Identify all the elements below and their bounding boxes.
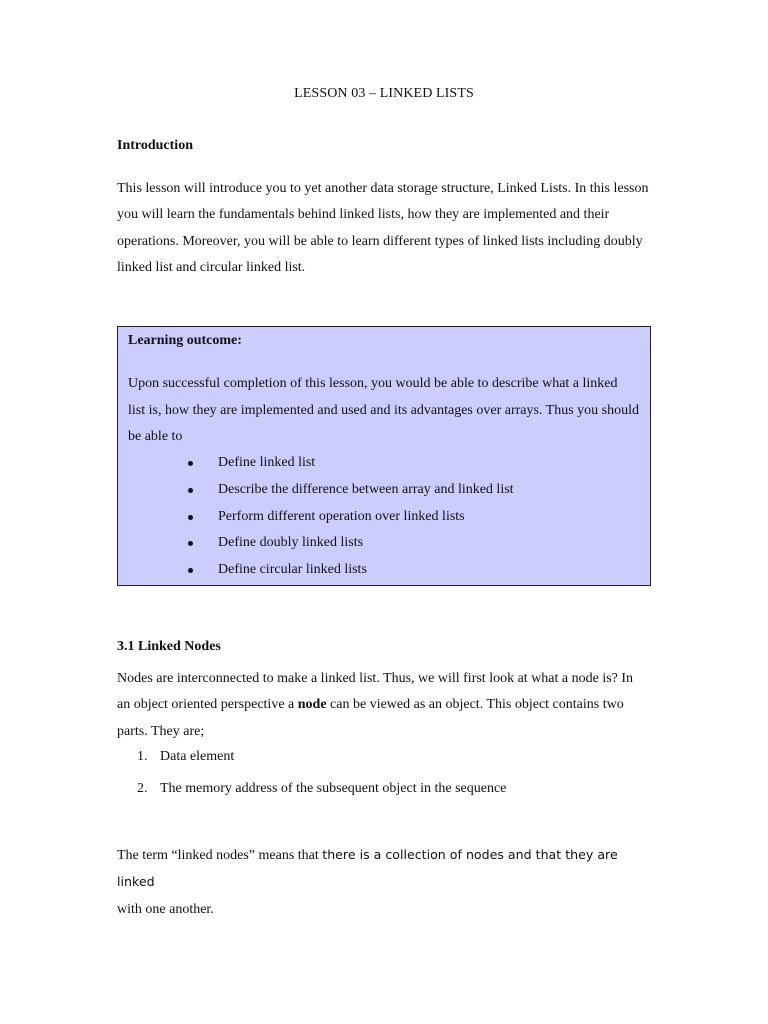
item-text: Data element xyxy=(160,749,235,764)
learning-outcome-bullet-list xyxy=(184,450,514,584)
bullet-item xyxy=(184,477,514,504)
bullet-icon xyxy=(188,461,193,466)
section-line: parts. They are; xyxy=(117,723,205,739)
numbered-list xyxy=(137,749,506,797)
learning-outcome-line: be able to xyxy=(128,429,183,444)
introduction-line: This lesson will introduce you to yet another data storage structure, Linked Lists. In this lesson xyxy=(117,181,649,196)
bullet-icon xyxy=(188,568,193,573)
term-line-sans: there is a collection of nodes and that they are linked xyxy=(117,847,618,890)
section-line-text: can be viewed as an object. This object contains two xyxy=(326,697,624,713)
introduction-heading: Introduction xyxy=(117,138,193,153)
bullet-item xyxy=(184,557,514,584)
learning-outcome-line: list is, how they are implemented and used and its advantages over arrays. Thus you should xyxy=(128,402,640,418)
bullet-item xyxy=(184,530,514,557)
term-line-serif: The term “linked nodes” means that xyxy=(117,848,323,863)
bullet-icon xyxy=(188,488,193,493)
bullet-icon xyxy=(188,515,193,520)
bullet-text: Define doubly linked lists xyxy=(218,535,364,551)
learning-outcome-box xyxy=(117,326,651,586)
bullet-text: Define circular linked lists xyxy=(218,562,367,578)
introduction-line: you will learn the fundamentals behind linked lists, how they are implemented and their xyxy=(117,207,610,223)
introduction-paragraph xyxy=(117,176,651,281)
item-text: The memory address of the subsequent object in the sequence xyxy=(160,781,507,796)
item-number: 1. xyxy=(137,749,148,764)
numbered-item xyxy=(137,749,506,781)
item-number: 2. xyxy=(137,781,148,796)
node-term: node xyxy=(297,697,327,713)
section-line: Nodes are interconnected to make a linked list. Thus, we will first look at what a node is? In xyxy=(117,671,634,686)
numbered-item xyxy=(137,781,506,797)
bullet-icon xyxy=(188,541,193,546)
learning-outcome-heading: Learning outcome: xyxy=(128,333,242,348)
bullet-text: Describe the difference between array and linked list xyxy=(218,481,514,497)
introduction-line: operations. Moreover, you will be able to learn different types of linked lists including doubly xyxy=(117,233,643,249)
term-line xyxy=(117,842,657,897)
term-line: with one another. xyxy=(117,901,214,917)
section-3-1-paragraph xyxy=(117,666,651,745)
learning-outcome-line: Upon successful completion of this lesson, you would be able to describe what a linked xyxy=(128,376,618,391)
introduction-line: linked list and circular linked list. xyxy=(117,259,306,275)
bullet-text: Define linked list xyxy=(218,455,316,470)
page-title: LESSON 03 – LINKED LISTS xyxy=(294,86,474,101)
linked-nodes-paragraph xyxy=(117,842,657,923)
bullet-item xyxy=(184,450,514,477)
section-line-text: an object oriented perspective a xyxy=(117,697,298,713)
section-line xyxy=(117,692,651,718)
section-3-1-heading: 3.1 Linked Nodes xyxy=(117,639,221,654)
bullet-item xyxy=(184,504,514,531)
learning-outcome-paragraph xyxy=(128,371,644,451)
bullet-text: Perform different operation over linked lists xyxy=(218,508,465,524)
